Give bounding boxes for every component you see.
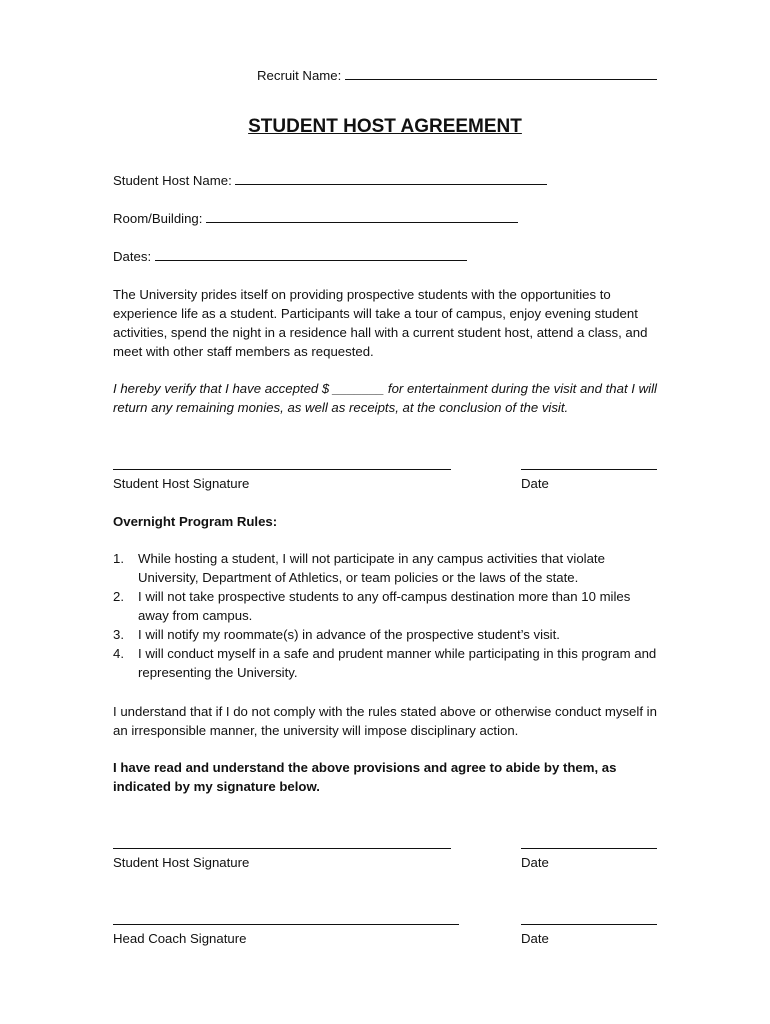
student-host-signature-label-2: Student Host Signature bbox=[113, 855, 250, 870]
date-line-3[interactable] bbox=[521, 924, 657, 925]
student-host-signature-line-2[interactable] bbox=[113, 848, 451, 849]
head-coach-signature-label: Head Coach Signature bbox=[113, 931, 247, 946]
student-host-name-label: Student Host Name: bbox=[113, 173, 232, 188]
list-item-text: While hosting a student, I will not participate in any campus activities that violate University, Department of Athletics, or team policies or the laws of the state. bbox=[138, 551, 605, 585]
head-coach-signature-line[interactable] bbox=[113, 924, 459, 925]
student-host-name-line[interactable] bbox=[235, 171, 547, 185]
dates-label: Dates: bbox=[113, 249, 152, 264]
list-item bbox=[113, 625, 658, 644]
list-item-number: 2. bbox=[113, 589, 124, 604]
list-item-number: 3. bbox=[113, 627, 124, 642]
acknowledgement-paragraph: I have read and understand the above provisions and agree to abide by them, as indicated by my signature below. bbox=[113, 760, 617, 794]
room-building-label: Room/Building: bbox=[113, 211, 203, 226]
rules-heading: Overnight Program Rules: bbox=[113, 514, 278, 529]
recruit-name-label: Recruit Name: bbox=[257, 68, 342, 83]
list-item-text: I will conduct myself in a safe and prudent manner while participating in this program and representing the University. bbox=[138, 646, 657, 680]
date-line-1[interactable] bbox=[521, 469, 657, 470]
list-item bbox=[113, 587, 658, 625]
list-item-text: I will notify my roommate(s) in advance of the prospective student’s visit. bbox=[138, 627, 560, 642]
recruit-name-field bbox=[257, 66, 657, 85]
room-building-line[interactable] bbox=[206, 209, 518, 223]
page-title: STUDENT HOST AGREEMENT bbox=[248, 116, 522, 137]
list-item-number: 1. bbox=[113, 551, 124, 566]
student-host-signature-label-1: Student Host Signature bbox=[113, 476, 250, 491]
verification-statement: I hereby verify that I have accepted $ _______ for entertainment during the visit and that I will return any remaining monies, as well as receipts, at the conclusion of the visit. bbox=[113, 381, 657, 415]
recruit-name-line[interactable] bbox=[345, 66, 657, 80]
list-item bbox=[113, 549, 658, 587]
rules-list bbox=[113, 549, 658, 682]
student-host-name-field bbox=[113, 171, 547, 190]
student-host-signature-line-1[interactable] bbox=[113, 469, 451, 470]
dates-field bbox=[113, 247, 467, 266]
date-line-2[interactable] bbox=[521, 848, 657, 849]
intro-paragraph: The University prides itself on providing prospective students with the opportunities to experience life as a student. Participants will take a tour of campus, enjoy evening student activities, spend the night in a residence hall with a current student host, attend a class, and meet with other staff members as requested. bbox=[113, 287, 648, 359]
understanding-paragraph: I understand that if I do not comply with the rules stated above or otherwise conduct myself in an irresponsible manner, the university will impose disciplinary action. bbox=[113, 704, 657, 738]
room-building-field bbox=[113, 209, 518, 228]
date-label-2: Date bbox=[521, 855, 549, 870]
dates-line[interactable] bbox=[155, 247, 467, 261]
list-item bbox=[113, 644, 658, 682]
list-item-text: I will not take prospective students to any off-campus destination more than 10 miles away from campus. bbox=[138, 589, 631, 623]
date-label-1: Date bbox=[521, 476, 549, 491]
list-item-number: 4. bbox=[113, 646, 124, 661]
date-label-3: Date bbox=[521, 931, 549, 946]
